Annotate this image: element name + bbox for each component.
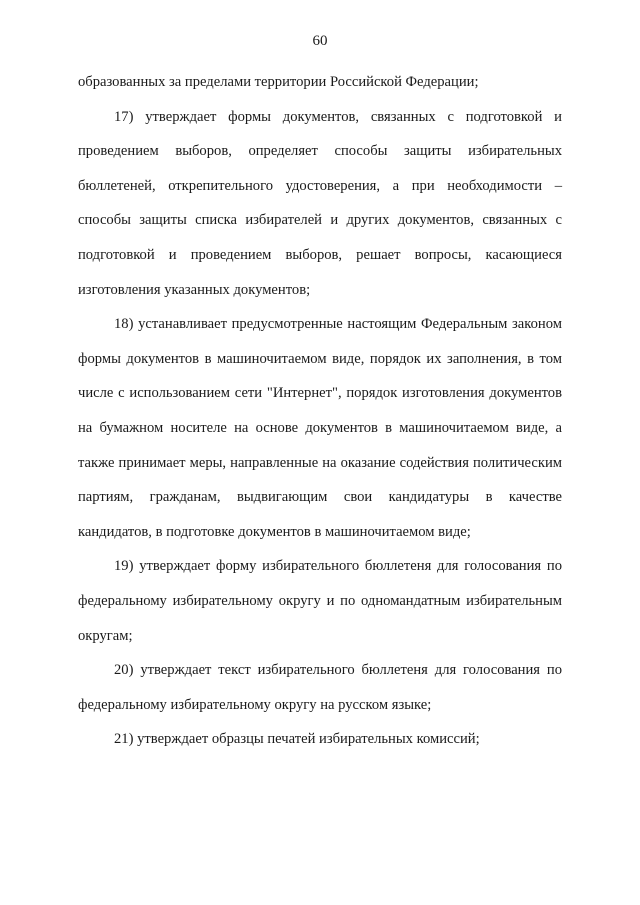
- paragraph-item-18: 18) устанавливает предусмотренные настоящим Федеральным законом формы документов в машиночитаемом виде, порядок их заполнения, в том числе с использованием сети "Интернет", порядок изготовления документов на бумажном носителе на основе документов в машиночитаемом виде, а также принимает меры, направленные на оказание содействия политическим партиям, гражданам, выдвигающим свои кандидатуры в качестве кандидатов, в подготовке документов в машиночитаемом виде;: [78, 316, 562, 540]
- paragraph-continuation: образованных за пределами территории Российской Федерации;: [78, 74, 479, 90]
- paragraph-item-20: 20) утверждает текст избирательного бюллетеня для голосования по федеральному избирательному округу на русском языке;: [78, 662, 562, 713]
- paragraph-item-19: 19) утверждает форму избирательного бюллетеня для голосования по федеральному избирательному округу и по одномандатным избирательным округам;: [78, 558, 562, 644]
- document-body: [78, 65, 562, 757]
- paragraph-item-17: 17) утверждает формы документов, связанных с подготовкой и проведением выборов, определяет способы защиты избирательных бюллетеней, открепительного удостоверения, а при необходимости – способы защиты списка избирателей и других документов, связанных с подготовкой и проведением выборов, решает вопросы, касающиеся изготовления указанных документов;: [78, 108, 562, 298]
- paragraph-item-21: 21) утверждает образцы печатей избирательных комиссий;: [114, 731, 480, 748]
- page-number: 60: [312, 33, 328, 49]
